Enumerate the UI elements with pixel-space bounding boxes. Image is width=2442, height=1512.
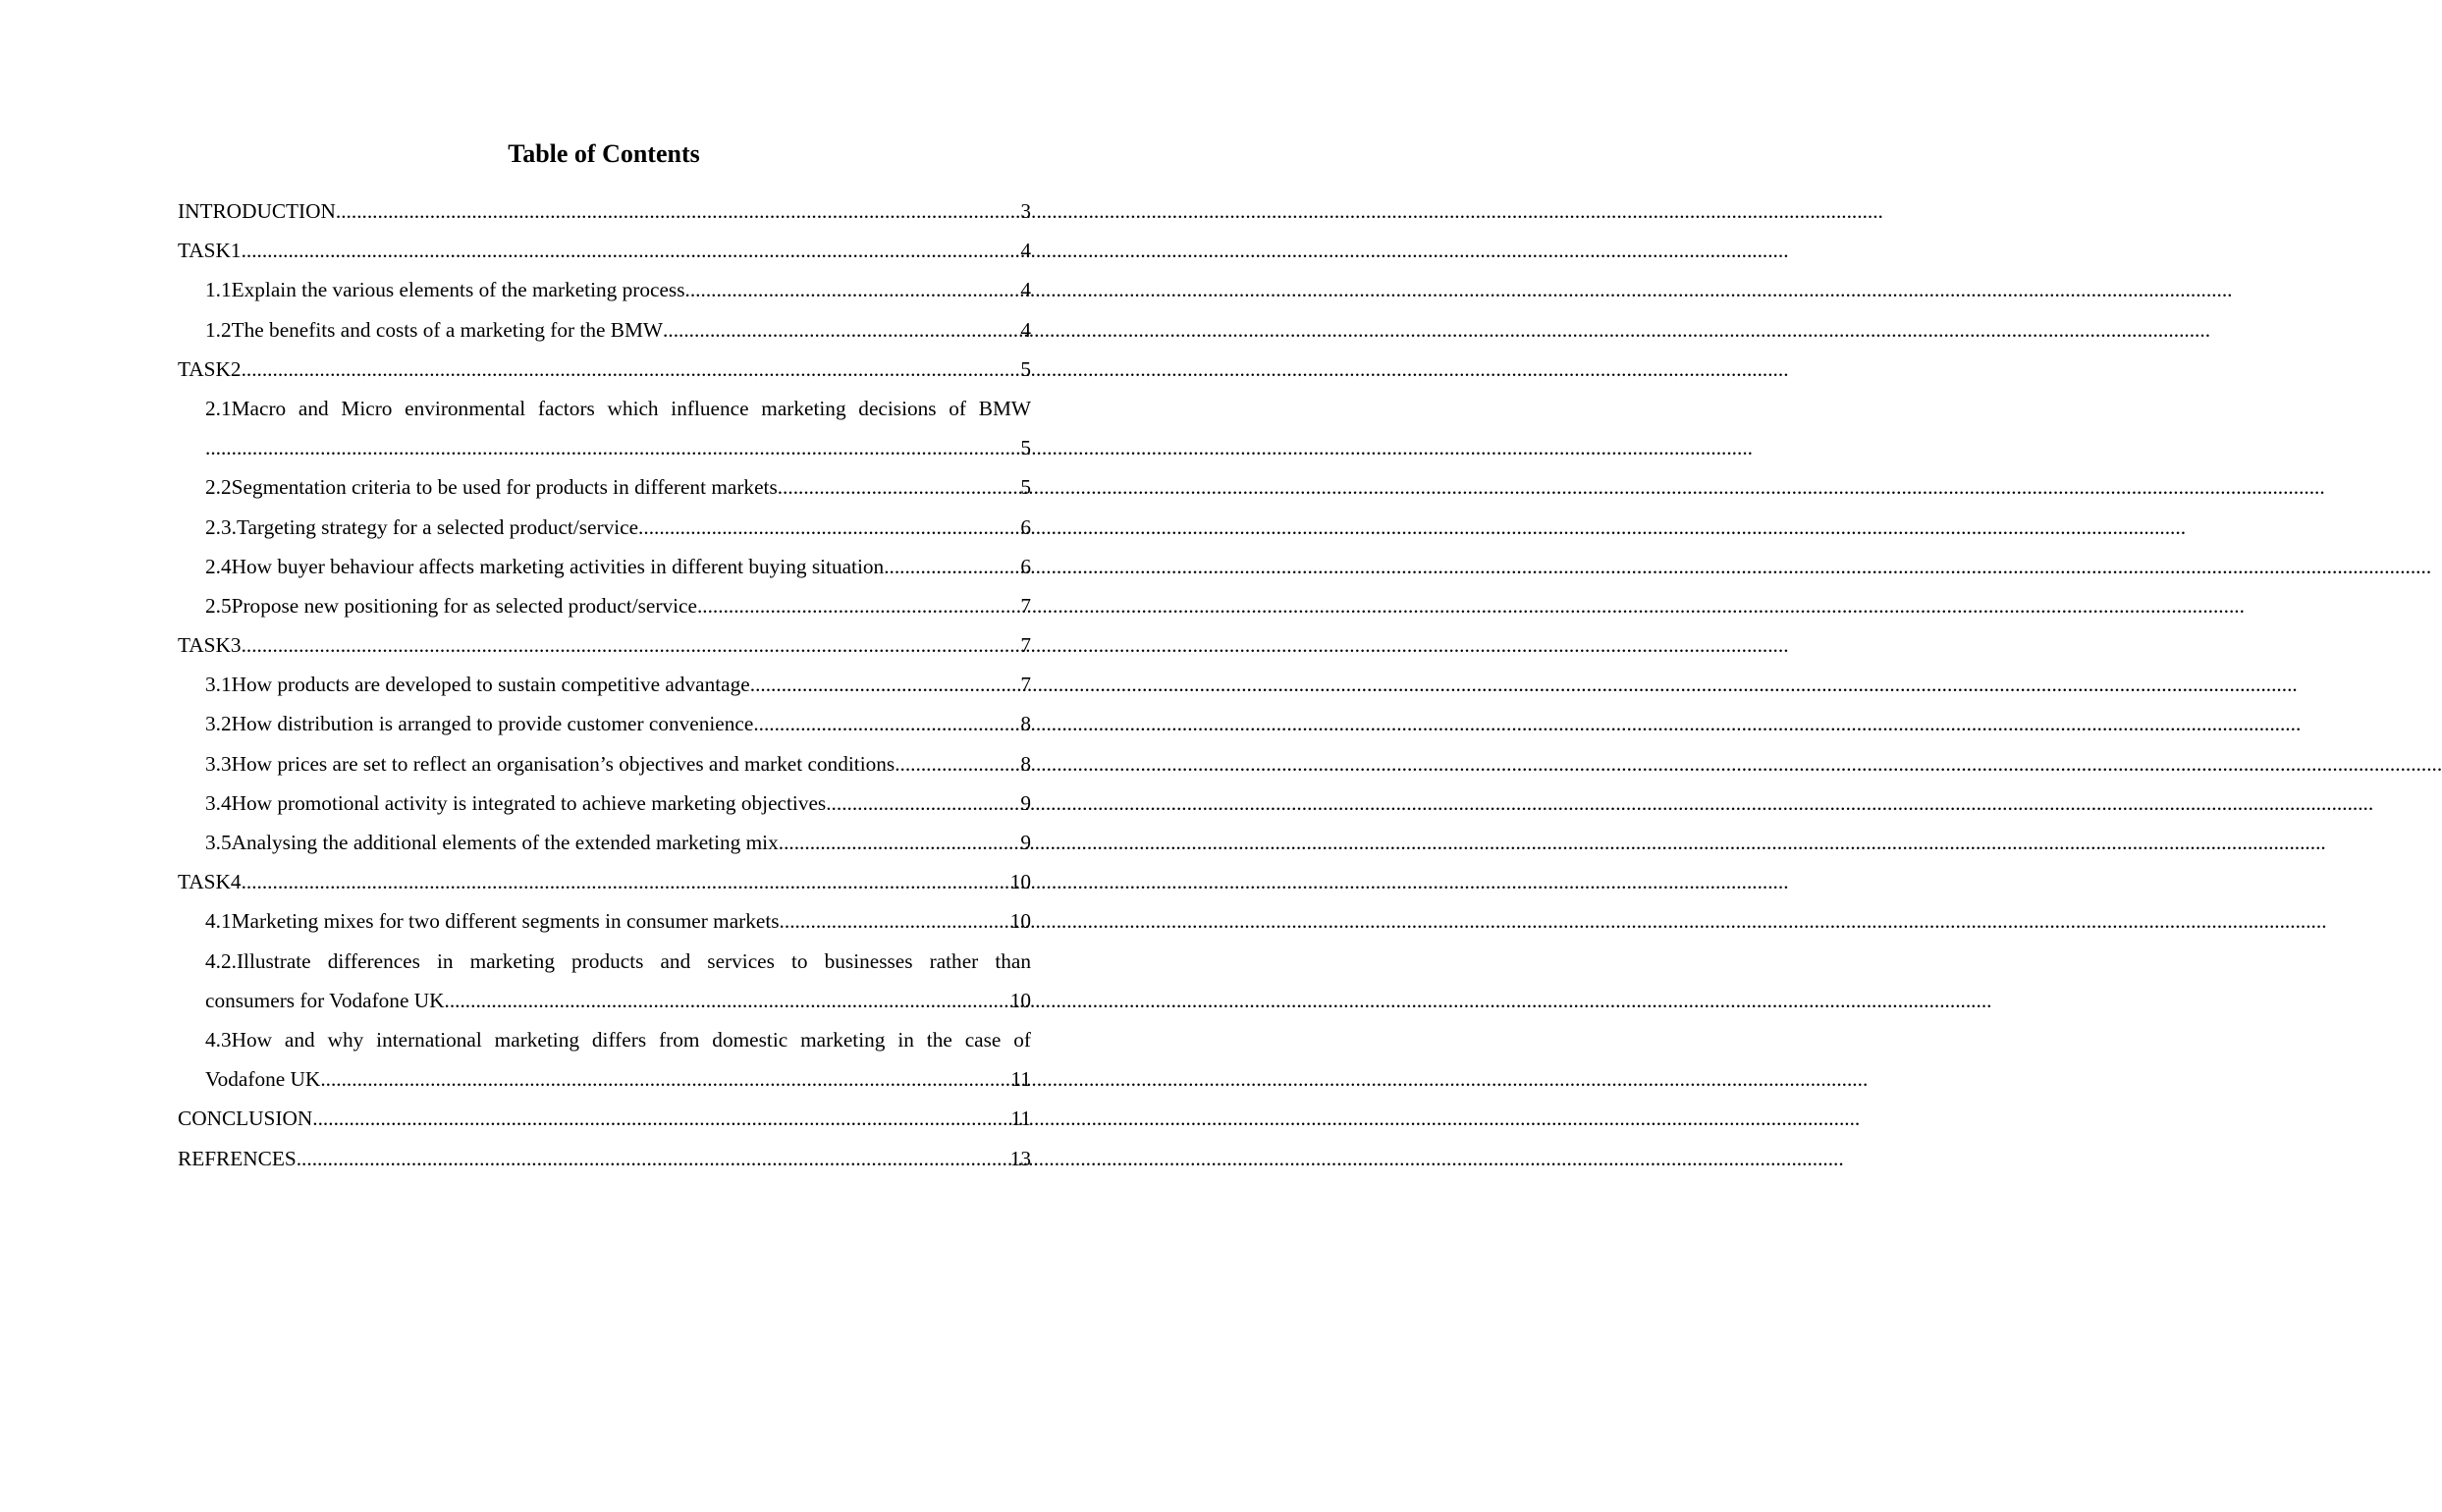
toc-page-number: 5	[1020, 475, 1031, 500]
dot-leader	[242, 862, 1010, 901]
toc-entry-label: 3.5Analysing the additional elements of the extended marketing mix	[205, 831, 779, 855]
dot-leader	[780, 901, 1010, 941]
toc-page-number: 9	[1020, 831, 1031, 855]
toc-entry-3-3[interactable]	[178, 744, 1031, 783]
toc-page-number: 9	[1020, 790, 1031, 815]
toc-page-number: 6	[1020, 514, 1031, 539]
toc-page-number: 6	[1020, 554, 1031, 578]
dot-leader	[895, 744, 1020, 783]
toc-page-number: 11	[1010, 1067, 1031, 1092]
toc-entry-1-2[interactable]	[178, 310, 1031, 350]
toc-page-number: 13	[1009, 1146, 1031, 1170]
toc-entry-label: 1.2The benefits and costs of a marketing for the BMW	[205, 317, 664, 342]
toc-entry-label: REFRENCES	[178, 1146, 297, 1170]
toc-page-number: 10	[1009, 988, 1031, 1012]
dot-leader	[336, 191, 1020, 231]
toc-entry-4-2[interactable]	[178, 942, 1031, 1020]
toc-entry-label: TASK4	[178, 870, 242, 894]
dot-leader	[312, 1099, 1010, 1138]
toc-page-number: 10	[1009, 870, 1031, 894]
dot-leader	[697, 586, 1020, 625]
toc-entry-3-2[interactable]	[178, 704, 1031, 743]
toc-page-number: 10	[1009, 909, 1031, 934]
dot-leader	[663, 310, 1020, 350]
toc-entry-2-2[interactable]	[178, 467, 1031, 507]
toc-entry-label: 3.1How products are developed to sustain competitive advantage	[205, 673, 750, 697]
toc-entry-3-4[interactable]	[178, 783, 1031, 823]
toc-entry-task4[interactable]	[178, 862, 1031, 901]
dot-leader	[638, 508, 1020, 547]
toc-entry-label: 2.4How buyer behaviour affects marketing activities in different buying situation	[205, 554, 885, 578]
toc-entry-2-5[interactable]	[178, 586, 1031, 625]
toc-page-number: 7	[1020, 673, 1031, 697]
toc-entry-label: 2.5Propose new positioning for as selected product/service	[205, 593, 697, 618]
toc-entry-label: 2.3.Targeting strategy for a selected product/service	[205, 514, 639, 539]
toc-entry-label: 3.4How promotional activity is integrated to achieve marketing objectives	[205, 790, 827, 815]
toc-entry-2-4[interactable]	[178, 547, 1031, 586]
toc-entry-task2[interactable]	[178, 350, 1031, 389]
toc-entry-references[interactable]	[178, 1139, 1031, 1178]
dot-leader	[778, 467, 1021, 507]
toc-entry-label: 3.3How prices are set to reflect an organisation’s objectives and market conditions	[205, 751, 895, 776]
toc-page-number: 11	[1010, 1107, 1031, 1131]
toc-page-number: 4	[1020, 278, 1031, 302]
toc-page-number: 4	[1020, 239, 1031, 263]
toc-entry-task1[interactable]	[178, 231, 1031, 270]
table-of-contents	[178, 191, 1031, 1178]
toc-entry-label-line1: 4.3How and why international marketing differs from domestic marketing in the case of	[205, 1027, 1031, 1052]
toc-page-number: 5	[1020, 356, 1031, 381]
toc-entry-label: Vodafone UK	[205, 1067, 321, 1092]
dot-leader	[753, 704, 1020, 743]
toc-entry-label: 4.1Marketing mixes for two different segments in consumer markets	[205, 909, 780, 934]
toc-entry-label: CONCLUSION	[178, 1107, 313, 1131]
toc-entry-conclusion[interactable]	[178, 1099, 1031, 1138]
dot-leader	[242, 231, 1021, 270]
page-title: Table of Contents	[508, 139, 700, 168]
dot-leader	[884, 547, 1020, 586]
toc-entry-4-1[interactable]	[178, 901, 1031, 941]
toc-page-number: 8	[1020, 712, 1031, 736]
toc-entry-2-1[interactable]	[178, 389, 1031, 467]
toc-entry-1-1[interactable]	[178, 270, 1031, 309]
toc-entry-introduction[interactable]	[178, 191, 1031, 231]
dot-leader	[445, 981, 1010, 1020]
toc-entry-3-5[interactable]	[178, 823, 1031, 862]
dot-leader	[320, 1059, 1010, 1099]
toc-page-number: 7	[1020, 593, 1031, 618]
toc-entry-label: 2.2Segmentation criteria to be used for products in different markets	[205, 475, 778, 500]
toc-entry-label: consumers for Vodafone UK	[205, 988, 445, 1012]
dot-leader	[750, 665, 1021, 704]
toc-entry-label-line1: 4.2.Illustrate differences in marketing products and services to businesses rather than	[205, 948, 1031, 973]
toc-page-number: 4	[1020, 317, 1031, 342]
dot-leader	[242, 350, 1021, 389]
toc-entry-label: 3.2How distribution is arranged to provide customer convenience	[205, 712, 754, 736]
dot-leader	[297, 1139, 1010, 1178]
toc-entry-label: INTRODUCTION	[178, 199, 336, 223]
dot-leader	[826, 783, 1020, 823]
toc-page-number: 3	[1020, 199, 1031, 223]
toc-entry-label: TASK2	[178, 356, 242, 381]
dot-leader	[779, 823, 1021, 862]
toc-entry-2-3[interactable]	[178, 508, 1031, 547]
toc-entry-label: 1.1Explain the various elements of the marketing process	[205, 278, 685, 302]
toc-entry-3-1[interactable]	[178, 665, 1031, 704]
dot-leader	[205, 428, 1020, 467]
dot-leader	[685, 270, 1021, 309]
toc-entry-label-line1: 2.1Macro and Micro environmental factors which influence marketing decisions of BMW	[205, 396, 1031, 420]
toc-entry-task3[interactable]	[178, 625, 1031, 665]
document-page	[0, 0, 1168, 1512]
toc-entry-4-3[interactable]	[178, 1020, 1031, 1099]
toc-page-number: 8	[1020, 751, 1031, 776]
toc-page-number: 5	[1020, 436, 1031, 460]
dot-leader	[242, 625, 1021, 665]
toc-entry-label: TASK3	[178, 633, 242, 658]
toc-entry-label: TASK1	[178, 239, 242, 263]
toc-page-number: 7	[1020, 633, 1031, 658]
